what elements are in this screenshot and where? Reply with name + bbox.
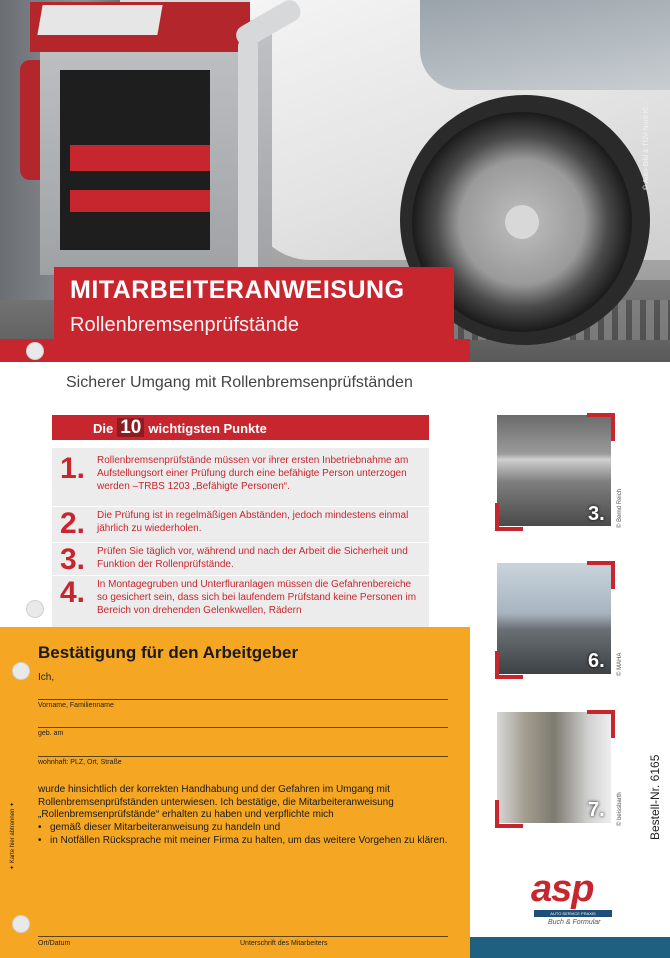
name-field[interactable] [38,699,448,700]
cut-here-label: ✦ Karte hier abtrennen ✦ [10,801,16,870]
top10-suffix: wichtigsten Punkte [148,421,267,436]
red-stripe [0,339,470,362]
photo-frame [587,561,615,589]
wheel-hub [505,205,539,239]
point-number: 3. [60,543,86,576]
photo-frame [587,413,615,441]
point-text: Rollenbremsenprüfstände müssen vor ihrer ersten Inbetriebnahme am Aufstellungsort einer Prüfung durch eine befähigte Person unterzogen werden –TRBS 1203 „Befähigte Personen“. [97,455,409,492]
photo-frame [495,651,523,679]
photo-credit: © beissbarth [617,792,623,826]
page-title: MITARBEITERANWEISUNG [70,276,405,304]
point-text: Prüfen Sie täglich vor, während und nach der Arbeit die Sicherheit und Funktion der Rollenprüfstände. [97,546,408,570]
photo-number: 3. [588,503,605,525]
punch-hole [26,600,44,618]
list-item [52,452,429,507]
signature-field[interactable] [38,936,448,937]
console-handle [238,40,258,280]
photo-number: 7. [588,799,605,821]
photo-credit: © Bernd Reich [617,488,623,528]
list-item [52,543,429,576]
top10-prefix: Die [93,421,114,436]
point-text: Die Prüfung ist in regelmäßigen Abständen, jedoch mindestens einmal jährlich zu wiederholen. [97,510,409,534]
top10-number: 10 [117,418,144,437]
section-heading: Sicherer Umgang mit Rollenbremsenprüfständen [66,374,413,391]
point-number: 2. [60,507,86,540]
name-field-label: Vorname, Familienname [38,702,114,709]
order-number: Bestell-Nr. 6165 [648,754,662,840]
list-item [52,576,429,628]
photo-number: 6. [588,650,605,672]
logo-subtitle: Buch & Formular [548,919,601,926]
photo-credit: © MAHA [617,652,623,676]
page-subtitle: Rollenbremsenprüfstände [70,314,300,336]
asp-logo: asp [531,868,594,910]
obligation-list [38,822,458,847]
console-drawer [70,190,210,212]
obligation-item: • in Notfällen Rücksprache mit meiner Firma zu halten, um das weitere Vorgehen zu klären. [38,835,458,848]
confirmation-body: wurde hinsichtlich der korrekten Handhabung und der Gefahren im Umgang mit Rollenbremsenprüfständen unterwiesen. Ich bestätige, die Mitarbeiteranweisung „Rollenbremsenprüfstände“ erhalten zu haben und verpflichte mich [38,784,394,820]
bottom-band [470,937,670,958]
confirmation-title: Bestätigung für den Arbeitgeber [38,643,299,662]
punch-hole [26,342,44,360]
dob-field-label: geb. am [38,730,64,737]
list-item [52,507,429,543]
hero-photo-credit: © Auto-Bild & TÜV-Nord Kl... [643,101,650,190]
address-field-label: wohnhaft: PLZ, Ort, Straße [38,759,122,766]
point-number: 1. [60,452,86,485]
photo-frame [587,710,615,738]
punch-hole [12,662,30,680]
punch-hole [12,915,30,933]
laptop [37,5,162,35]
photo-frame [495,800,523,828]
dob-field[interactable] [38,727,448,728]
address-field[interactable] [38,756,448,757]
place-date-label: Ort/Datum [38,940,71,947]
logo-bar: AUTO SERVICE PRAXIS [534,910,612,917]
photo-frame [495,503,523,531]
obligation-item: • gemäß dieser Mitarbeiteranweisung zu handeln und [38,822,458,835]
car-window [420,0,670,90]
console-drawer [70,145,210,171]
signature-label: Unterschrift des Mitarbeiters [240,940,328,947]
ich-label: Ich, [38,672,55,683]
top10-label [93,418,267,437]
point-text: In Montagegruben und Unterfluranlagen müssen die Gefahrenbereiche so gesichert sein, dass sich bei laufendem Prüfstand keine Personen im Bereich von drehenden Gelenkwellen, Rädern [97,579,417,616]
point-number: 4. [60,576,86,609]
